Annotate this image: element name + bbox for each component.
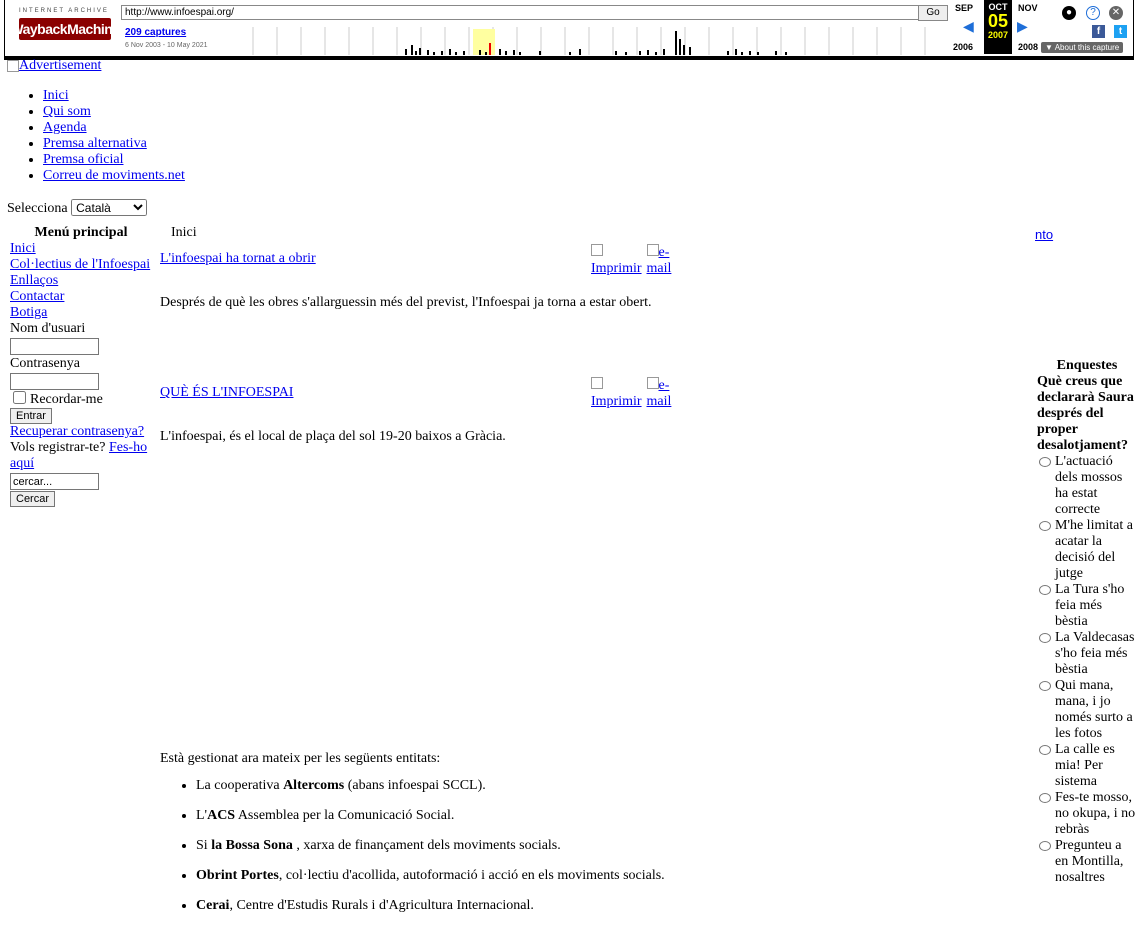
poll-option[interactable] — [1037, 838, 1137, 886]
username-label: Nom d'usuari — [10, 321, 86, 336]
radio-icon[interactable] — [1039, 457, 1051, 467]
article-actions — [591, 244, 677, 277]
right-column-link[interactable]: nto — [1035, 227, 1054, 242]
user-icon[interactable]: ● — [1062, 6, 1076, 20]
entity-name: ACS — [207, 808, 236, 823]
language-selector — [7, 199, 147, 217]
top-nav-item — [43, 120, 185, 136]
poll-title: Enquestes — [1056, 358, 1118, 373]
calendar-nav — [951, 0, 1045, 56]
list-item — [196, 838, 665, 854]
login-button[interactable]: Entrar — [10, 408, 52, 424]
poll-option-label: L'actuació dels mossos ha estat correcte — [1055, 454, 1123, 517]
current-year: 2007 — [987, 30, 1009, 40]
entity-name: Cerai — [196, 898, 230, 913]
radio-icon[interactable] — [1039, 521, 1051, 531]
email-icon — [647, 377, 659, 389]
managed-intro: Està gestionat ara mateix per les següents entitats: — [160, 751, 441, 766]
help-icon[interactable]: ? — [1086, 6, 1100, 20]
radio-icon[interactable] — [1039, 841, 1051, 851]
poll-option-label: La Tura s'ho feia més bèstia — [1055, 582, 1125, 629]
next-capture-icon[interactable]: ▶ — [1017, 18, 1028, 34]
poll-option[interactable] — [1037, 518, 1137, 582]
list-item — [196, 868, 665, 884]
capture-sparkline[interactable] — [229, 27, 947, 55]
remember-me-label: Recordar-me — [30, 392, 103, 407]
about-capture-label: About this capture — [1054, 43, 1120, 52]
article-text: L'infoespai, és el local de plaça del sol 19-20 baixos a Gràcia. — [160, 429, 506, 444]
forgot-password-link[interactable]: Recuperar contrasenya? — [10, 424, 145, 439]
poll-option[interactable] — [1037, 742, 1137, 790]
article-text: Després de què les obres s'allarguessin més del previst, l'Infoespai ja torna a estar obert. — [160, 295, 652, 310]
entity-desc: , Centre d'Estudis Rurals i d'Agricultura Internacional. — [229, 898, 534, 913]
radio-icon[interactable] — [1039, 745, 1051, 755]
language-select[interactable] — [71, 199, 147, 216]
prev-year[interactable]: 2006 — [953, 42, 974, 52]
entity-desc: Assemblea per la Comunicació Social. — [235, 808, 455, 823]
top-nav-item — [43, 152, 185, 168]
top-nav — [43, 88, 185, 184]
username-field[interactable] — [10, 338, 99, 355]
entities-list — [180, 778, 665, 928]
print-label: Imprimir — [591, 261, 642, 276]
print-label: Imprimir — [591, 394, 642, 409]
email-icon — [647, 244, 659, 256]
sidebar-item-inici[interactable]: Inici — [10, 241, 36, 256]
sidebar-item-contactar[interactable]: Contactar — [10, 289, 65, 304]
advertisement-alt: Advertisement — [19, 58, 102, 73]
top-nav-link[interactable]: Agenda — [43, 120, 87, 135]
register-prompt: Vols registrar-te? — [10, 440, 106, 455]
sidebar-item-botiga[interactable]: Botiga — [10, 305, 48, 320]
top-nav-item — [43, 104, 185, 120]
go-button[interactable]: Go — [918, 5, 948, 21]
poll-question: Què creus que declararà Saura després del proper desalotjament? — [1037, 374, 1134, 453]
wayback-toolbar — [4, 0, 1134, 57]
breadcrumb: Inici — [171, 225, 197, 240]
twitter-icon[interactable]: t — [1114, 25, 1127, 38]
entity-name: Altercoms — [283, 778, 345, 793]
wayback-logo[interactable]: WaybackMachine — [19, 18, 111, 40]
next-month[interactable]: NOV — [1018, 3, 1038, 13]
next-year[interactable]: 2008 — [1018, 42, 1039, 52]
entity-desc: , col·lectiu d'acollida, autoformació i acció en els moviments socials. — [278, 868, 665, 883]
poll-option-label: Pregunteu a en Montilla, nosaltres — [1055, 838, 1124, 885]
entity-name: Obrint Portes — [196, 868, 279, 883]
entity-pre: Si — [196, 838, 212, 853]
top-nav-item — [43, 88, 185, 104]
poll-option[interactable] — [1037, 630, 1137, 678]
entity-pre: La cooperativa — [196, 778, 284, 793]
broken-image-icon — [7, 60, 19, 72]
wayback-url-input[interactable]: http://www.infoespai.org/ — [121, 5, 921, 20]
top-nav-item — [43, 168, 185, 184]
entity-desc: (abans infoespai SCCL). — [344, 778, 486, 793]
about-capture-button[interactable]: ▼ About this capture — [1041, 42, 1123, 53]
top-nav-link[interactable]: Inici — [43, 88, 69, 103]
entity-desc: , xarxa de finançament dels moviments socials. — [292, 838, 561, 853]
sidebar-item-collectius[interactable]: Col·lectius de l'Infoespai — [10, 257, 151, 272]
close-icon[interactable]: ✕ — [1109, 6, 1123, 20]
poll-widget — [1037, 358, 1137, 886]
email-label: e-mail — [646, 245, 672, 276]
radio-icon[interactable] — [1039, 681, 1051, 691]
entity-pre: L' — [196, 808, 208, 823]
top-nav-link[interactable]: Qui som — [43, 104, 91, 119]
top-nav-link[interactable]: Premsa alternativa — [43, 136, 147, 151]
advertisement-image[interactable] — [7, 58, 101, 74]
poll-option-label: La calle es mia! Per sistema — [1055, 742, 1115, 789]
wayback-logo-caption: INTERNET ARCHIVE — [19, 8, 109, 14]
sidebar-item-enllacos[interactable]: Enllaços — [10, 273, 59, 288]
radio-icon[interactable] — [1039, 633, 1051, 643]
print-icon — [591, 244, 603, 256]
poll-option[interactable] — [1037, 790, 1137, 838]
register-link[interactable]: Fes-ho aquí — [10, 440, 148, 471]
main-menu-title: Menú principal — [34, 225, 128, 240]
poll-option-label: Fes-te mosso, no okupa, i no rebràs — [1055, 790, 1136, 837]
email-link[interactable] — [647, 377, 677, 410]
password-label: Contrasenya — [10, 356, 80, 371]
email-label: e-mail — [646, 378, 672, 409]
article-title[interactable]: QUÈ ÉS L'INFOESPAI — [160, 385, 294, 400]
radio-icon[interactable] — [1039, 585, 1051, 595]
language-label: Selecciona — [7, 201, 68, 216]
remember-me-checkbox[interactable] — [13, 391, 26, 404]
password-field[interactable] — [10, 373, 99, 390]
search-input[interactable] — [10, 473, 99, 490]
poll-option[interactable] — [1037, 454, 1137, 518]
current-day: 05 — [987, 11, 1009, 31]
left-sidebar — [10, 225, 152, 507]
print-link[interactable] — [591, 244, 643, 277]
print-icon — [591, 377, 603, 389]
captures-link[interactable]: 209 captures — [125, 27, 187, 38]
email-link[interactable] — [647, 244, 677, 277]
radio-icon[interactable] — [1039, 793, 1051, 803]
poll-option-label: La Valdecasas s'ho feia més bèstia — [1055, 630, 1135, 677]
prev-month[interactable]: SEP — [955, 3, 974, 13]
current-month: OCT — [988, 2, 1008, 12]
top-nav-item — [43, 136, 185, 152]
top-nav-link[interactable]: Correu de moviments.net — [43, 168, 185, 183]
poll-option-label: M'he limitat a acatar la decisió del jutge — [1055, 518, 1133, 581]
article-title[interactable]: L'infoespai ha tornat a obrir — [160, 251, 316, 266]
poll-option[interactable] — [1037, 582, 1137, 630]
list-item — [196, 778, 665, 794]
current-capture-date — [984, 0, 1012, 54]
poll-option[interactable] — [1037, 678, 1137, 742]
facebook-icon[interactable]: f — [1092, 25, 1105, 38]
search-button[interactable]: Cercar — [10, 491, 55, 507]
capture-date-range: 6 Nov 2003 - 10 May 2021 — [125, 42, 208, 49]
article-actions — [591, 377, 677, 410]
entity-name: la Bossa Sona — [211, 838, 293, 853]
top-nav-link[interactable]: Premsa oficial — [43, 152, 124, 167]
print-link[interactable] — [591, 377, 643, 410]
poll-option-label: Qui mana, mana, i jo només surto a les fotos — [1055, 678, 1133, 741]
list-item — [196, 808, 665, 824]
prev-capture-icon[interactable]: ◀ — [963, 18, 974, 34]
